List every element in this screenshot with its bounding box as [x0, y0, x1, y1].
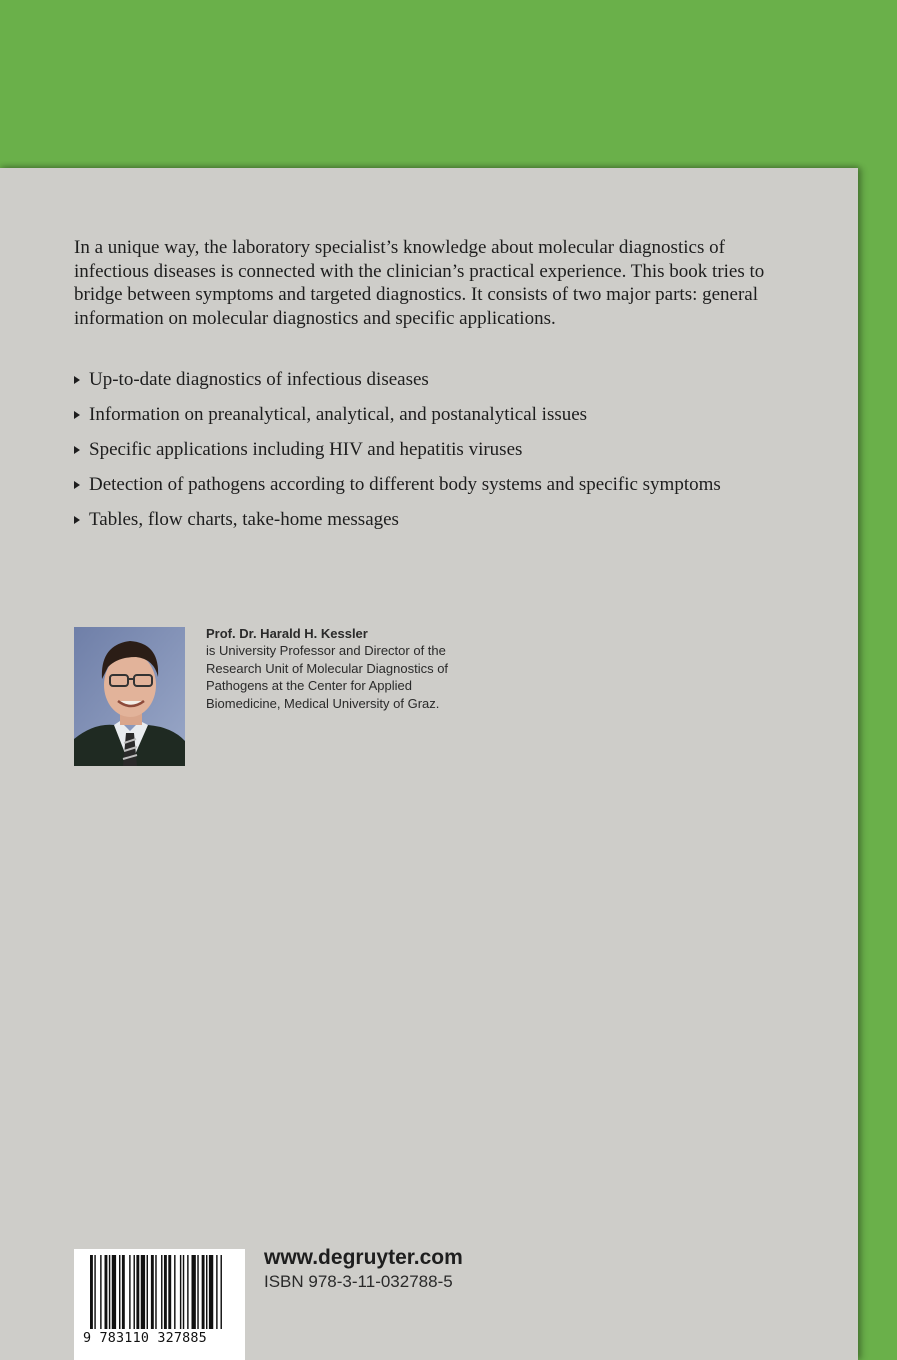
top-green-band	[0, 0, 897, 168]
feature-item: Information on preanalytical, analytical, and postanalytical issues	[74, 397, 814, 432]
barcode-bar	[122, 1255, 125, 1329]
barcode-bar	[174, 1255, 175, 1329]
barcode-bar	[216, 1255, 217, 1329]
barcode-bar	[221, 1255, 222, 1329]
author-name: Prof. Dr. Harald H. Kessler	[206, 626, 368, 641]
barcode-bar	[187, 1255, 188, 1329]
isbn-number: ISBN 978-3-11-032788-5	[264, 1272, 453, 1291]
publisher-url[interactable]: www.degruyter.com	[264, 1246, 463, 1269]
barcode-bar	[147, 1255, 148, 1329]
barcode-bar	[136, 1255, 139, 1329]
barcode-bars	[74, 1249, 245, 1333]
barcode-bar	[183, 1255, 184, 1329]
barcode-bar	[168, 1255, 171, 1329]
barcode-bar	[105, 1255, 108, 1329]
barcode-digits: 9 783110 327885	[83, 1331, 207, 1346]
author-photo	[74, 627, 185, 766]
barcode-bar	[197, 1255, 198, 1329]
feature-item: Up-to-date diagnostics of infectious diseases	[74, 362, 814, 397]
barcode-bar	[112, 1255, 116, 1329]
barcode-bar	[134, 1255, 135, 1329]
author-bio	[206, 625, 466, 712]
barcode-bar	[151, 1255, 154, 1329]
barcode-bar	[209, 1255, 213, 1329]
feature-item: Detection of pathogens according to different body systems and specific symptoms	[74, 467, 814, 502]
triangle-bullet-icon	[74, 481, 80, 489]
triangle-bullet-icon	[74, 446, 80, 454]
barcode-bar	[206, 1255, 207, 1329]
barcode-bar	[109, 1255, 110, 1329]
barcode-bar	[202, 1255, 205, 1329]
barcode-bar	[155, 1255, 156, 1329]
author-description: is University Professor and Director of the Research Unit of Molecular Diagnostics of Pathogens at the Center for Applied Biomedicine, Medical University of Graz.	[206, 643, 449, 711]
barcode-bar	[192, 1255, 196, 1329]
feature-item: Tables, flow charts, take-home messages	[74, 502, 814, 537]
barcode-bar	[129, 1255, 130, 1329]
barcode-bar	[100, 1255, 101, 1329]
barcode-bar	[94, 1255, 95, 1329]
barcode-bar	[164, 1255, 167, 1329]
isbn-barcode	[74, 1249, 245, 1360]
barcode-bar	[119, 1255, 120, 1329]
triangle-bullet-icon	[74, 516, 80, 524]
feature-item: Specific applications including HIV and hepatitis viruses	[74, 432, 814, 467]
triangle-bullet-icon	[74, 376, 80, 384]
barcode-bar	[141, 1255, 145, 1329]
barcode-bar	[90, 1255, 93, 1329]
barcode-bar	[161, 1255, 162, 1329]
book-blurb: In a unique way, the laboratory specialist’s knowledge about molecular diagnostics of infectious diseases is connected with the clinician’s practical experience. This book tries to bridge between symptoms and targeted diagnostics. It consists of two major parts: general information on molecular diagnostics and specific applications.	[74, 237, 765, 329]
barcode-bar	[180, 1255, 181, 1329]
feature-list	[74, 362, 814, 537]
triangle-bullet-icon	[74, 411, 80, 419]
